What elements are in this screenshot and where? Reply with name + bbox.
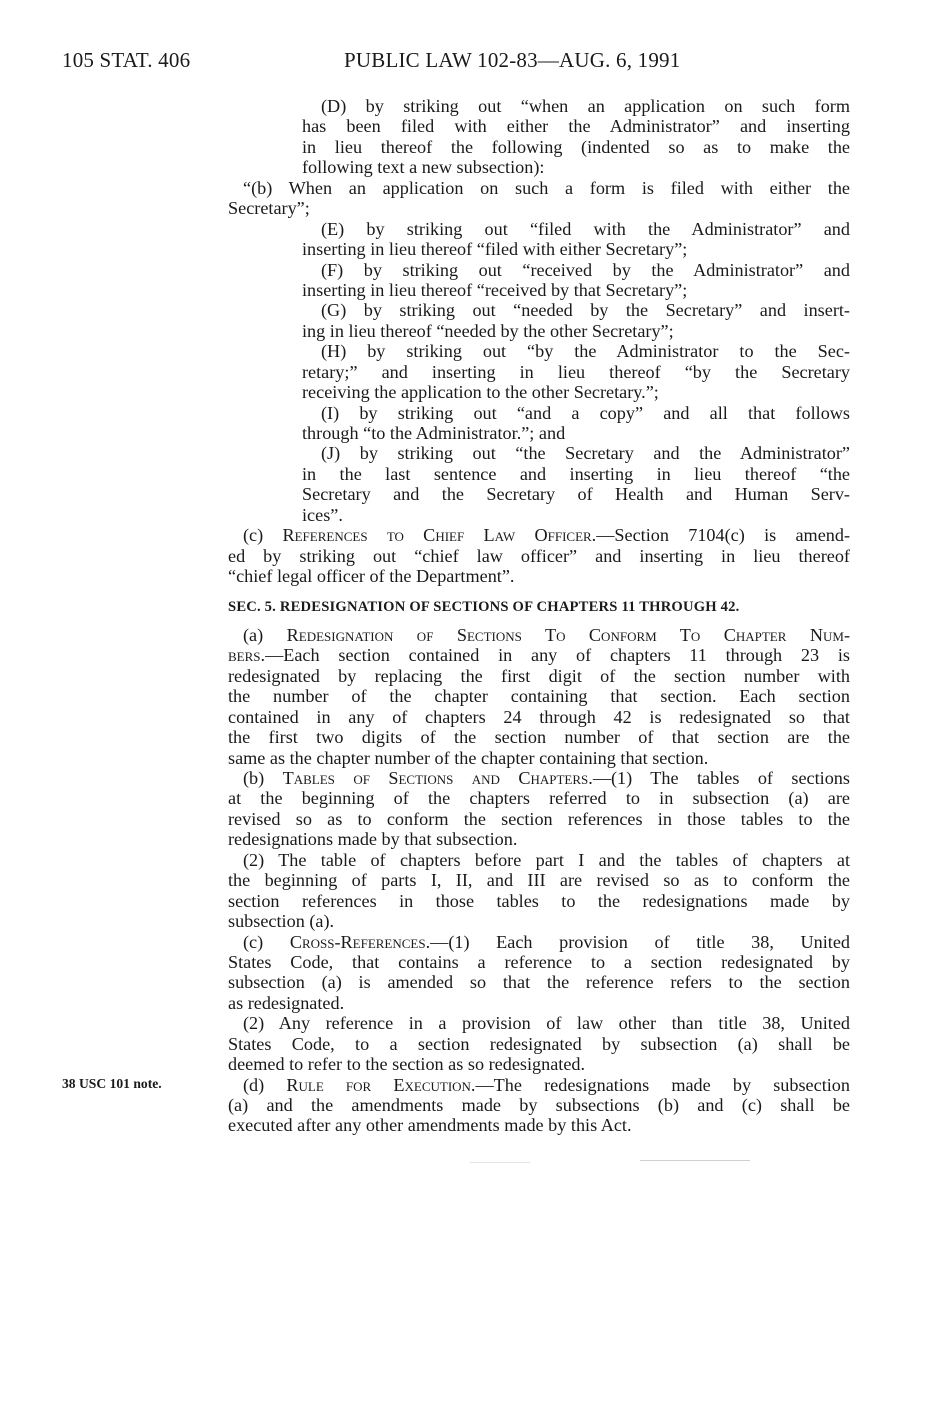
text-line: ices”. <box>302 504 343 525</box>
subsection-heading: Cross-References. <box>289 931 431 952</box>
text-line: Secretary and the Secretary of Health and Human Serv- <box>302 484 850 505</box>
text-line: same as the chapter number of the chapter containing that section. <box>228 747 709 768</box>
text-line: (H) by striking out “by the Administrator to the Sec- <box>321 341 850 362</box>
text-line: (G) by striking out “needed by the Secretary” and insert- <box>321 300 850 321</box>
subsection-c-paragraph-2 <box>228 1013 850 1074</box>
subsection-c-cross-references <box>228 932 850 1014</box>
scan-artifact <box>470 1162 530 1163</box>
subsection-label: (c) <box>243 525 283 546</box>
text-line: (a) and the amendments made by subsections (b) and (c) shall be <box>228 1095 850 1115</box>
text-line: in lieu thereof the following (indented so as to make the <box>302 136 850 157</box>
text-line: inserting in lieu thereof “received by that Secretary”; <box>302 279 688 300</box>
text-line: retary;” and inserting in lieu thereof “by the Secretary <box>302 361 850 382</box>
page-reference: 105 STAT. 406 <box>62 48 191 72</box>
text-line: (J) by striking out “the Secretary and the Administrator” <box>321 443 850 464</box>
text-line: redesignated by replacing the first digit of the section number with <box>228 665 850 686</box>
paragraph-f <box>228 260 850 301</box>
text-line: contained in any of chapters 24 through 42 is redesignated so that <box>228 706 850 727</box>
scan-artifact <box>640 1160 750 1161</box>
text-line: receiving the application to the other Secretary.”; <box>302 382 659 403</box>
paragraph-d <box>228 96 850 178</box>
subsection-label: (d) <box>243 1074 287 1095</box>
subsection-b <box>228 768 850 850</box>
text-line: executed after any other amendments made by this Act. <box>228 1115 632 1136</box>
subsection-label: (b) <box>243 768 283 788</box>
subsection-b-paragraph-2 <box>228 850 850 932</box>
paragraph-i <box>228 403 850 444</box>
text-run: —Section 7104(c) is amend- <box>596 525 851 546</box>
text-line: (2) Any reference in a provision of law other than title 38, United <box>243 1013 850 1034</box>
text-line: inserting in lieu thereof “filed with either Secretary”; <box>302 239 688 260</box>
text-line: Secretary”; <box>228 198 310 219</box>
text-line: redesignations made by that subsection. <box>228 829 518 850</box>
subsection-heading: References to Chief Law Officer. <box>282 525 597 546</box>
text-run: —(1) Each provision of title 38, United <box>430 931 851 952</box>
text-line <box>228 768 850 788</box>
text-line: the first two digits of the section number of that section are the <box>228 727 850 748</box>
subsection-d <box>228 1075 850 1136</box>
text-run: —Each section contained in any of chapters 11 through 23 is <box>265 645 850 666</box>
subsection-heading: Tables of Sections and Chapters. <box>282 768 593 788</box>
text-line: at the beginning of the chapters referred to in subsection (a) are <box>228 788 850 809</box>
text-run: —The redesignations made by subsection <box>475 1074 850 1095</box>
section-5-heading: SEC. 5. REDESIGNATION OF SECTIONS OF CHAPTERS 11 THROUGH 42. <box>228 598 740 615</box>
statute-body <box>228 96 850 1136</box>
text-line: subsection (a) is amended so that the reference refers to the section <box>228 972 850 993</box>
text-line: through “to the Administrator.”; and <box>302 423 566 443</box>
text-line <box>228 1075 850 1095</box>
text-run: —(1) The tables of sections <box>592 768 850 788</box>
text-line: deemed to refer to the section as so redesignated. <box>228 1054 586 1075</box>
text-line: States Code, that contains a reference to a section redesignated by <box>228 951 850 972</box>
text-line: (D) by striking out “when an application on such form <box>321 96 850 116</box>
text-line: (I) by striking out “and a copy” and all that follows <box>321 402 850 423</box>
text-line: (2) The table of chapters before part I and the tables of chapters at <box>243 849 850 870</box>
text-line: subsection (a). <box>228 911 335 932</box>
paragraph-g <box>228 300 850 341</box>
text-line <box>228 932 850 952</box>
text-line: following text a new subsection): <box>302 157 545 178</box>
text-line: ed by striking out “chief law officer” and inserting in lieu thereof <box>228 545 850 566</box>
paragraph-e <box>228 219 850 260</box>
text-line: ing in lieu thereof “needed by the other Secretary”; <box>302 320 674 341</box>
subsection-c-references <box>228 525 850 586</box>
paragraph-h <box>228 341 850 402</box>
text-line: States Code, to a section redesignated by subsection (a) shall be <box>228 1033 850 1054</box>
text-line: “(b) When an application on such a form is filed with either the <box>243 177 850 198</box>
subsection-label: (a) <box>243 624 287 645</box>
text-line <box>228 625 850 645</box>
subsection-heading: Rule for Execution. <box>286 1074 476 1095</box>
text-line: has been filed with either the Administrator” and inserting <box>302 116 850 137</box>
text-line: “chief legal officer of the Department”. <box>228 566 515 587</box>
quoted-subsection-b <box>228 178 850 219</box>
text-line: the beginning of parts I, II, and III are revised so as to conform the <box>228 870 850 891</box>
subsection-a <box>228 625 850 768</box>
subsection-heading: Redesignation of Sections To Conform To Chapter Num- <box>286 624 851 645</box>
text-line: as redesignated. <box>228 992 345 1013</box>
running-title: PUBLIC LAW 102-83—AUG. 6, 1991 <box>344 48 681 72</box>
margin-note: 38 USC 101 note. <box>62 1076 162 1091</box>
text-line: the number of the chapter containing that section. Each section <box>228 686 850 707</box>
text-line: in the last sentence and inserting in lieu thereof “the <box>302 463 850 484</box>
text-line <box>228 645 850 665</box>
text-line: revised so as to conform the section references in those tables to the <box>228 808 850 829</box>
text-line: (E) by striking out “filed with the Administrator” and <box>321 218 850 239</box>
paragraph-j <box>228 443 850 525</box>
text-line: (F) by striking out “received by the Administrator” and <box>321 259 850 280</box>
text-line <box>228 525 850 545</box>
subsection-label: (c) <box>243 931 290 952</box>
text-line: section references in those tables to the redesignations made by <box>228 890 850 911</box>
subsection-heading: bers. <box>228 645 266 666</box>
